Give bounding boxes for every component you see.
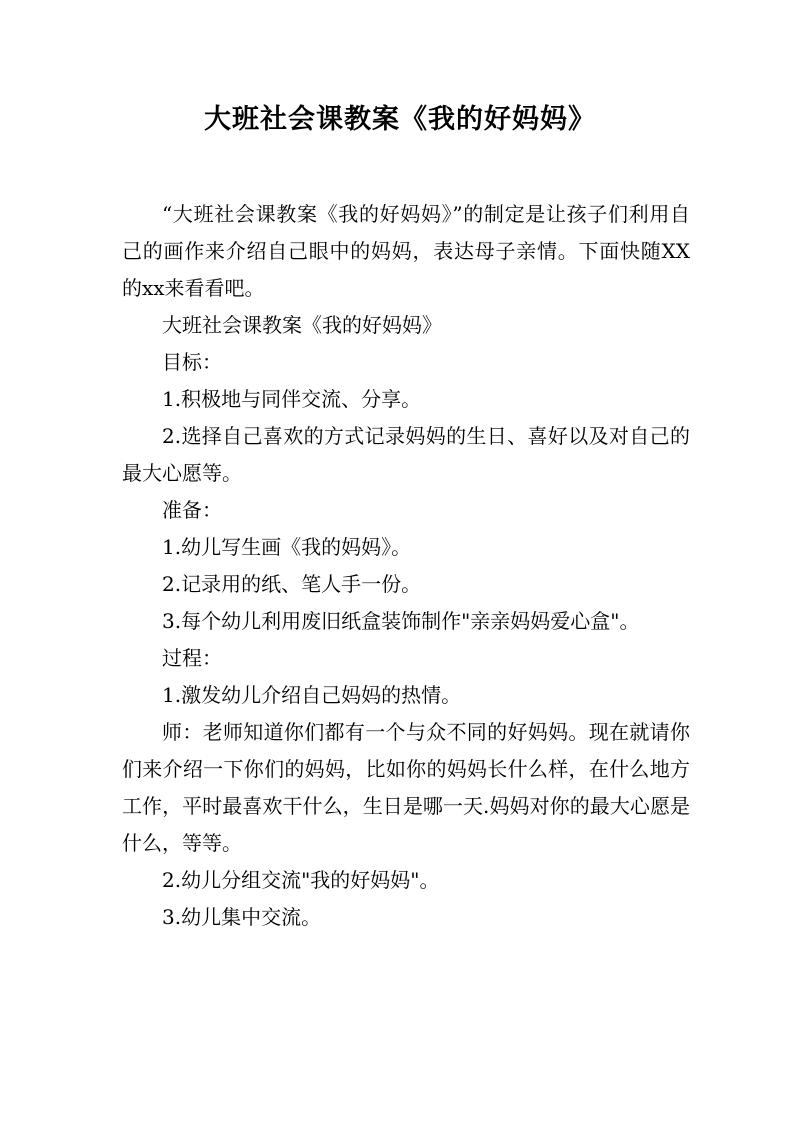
section-heading-process: 过程： bbox=[162, 646, 222, 670]
paragraph-subtitle: 大班社会课教案《我的好妈妈》 bbox=[162, 313, 442, 337]
preparation-item-3: 3.每个幼儿利用废旧纸盒装饰制作"亲亲妈妈爱心盒"。 bbox=[162, 609, 640, 633]
section-heading-goals: 目标： bbox=[162, 350, 222, 374]
process-item-3: 3.幼儿集中交流。 bbox=[162, 905, 322, 929]
goal-item-1: 1.积极地与同伴交流、分享。 bbox=[162, 387, 422, 411]
goal-item-2: 2.选择自己喜欢的方式记录妈妈的生日、喜好以及对自己的最大心愿等。 bbox=[122, 424, 690, 485]
paragraph-intro: “大班社会课教案《我的好妈妈》”的制定是让孩子们利用自己的画作来介绍自己眼中的妈妈，表达母子亲情。下面快随XX的xx来看看吧。 bbox=[122, 202, 690, 300]
process-item-2: 2.幼儿分组交流"我的好妈妈"。 bbox=[162, 868, 440, 892]
process-item-1: 1.激发幼儿介绍自己妈妈的热情。 bbox=[162, 683, 462, 707]
document-body bbox=[122, 196, 690, 936]
teacher-speech: 师：老师知道你们都有一个与众不同的好妈妈。现在就请你们来介绍一下你们的妈妈，比如你的妈妈长什么样，在什么地方工作，平时最喜欢干什么，生日是哪一天.妈妈对你的最大心愿是什么，等等。 bbox=[122, 720, 690, 855]
section-heading-preparation: 准备： bbox=[162, 498, 222, 522]
document-title: 大班社会课教案《我的好妈妈》 bbox=[204, 104, 596, 135]
preparation-item-1: 1.幼儿写生画《我的妈妈》。 bbox=[162, 535, 412, 559]
preparation-item-2: 2.记录用的纸、笔人手一份。 bbox=[162, 572, 422, 596]
